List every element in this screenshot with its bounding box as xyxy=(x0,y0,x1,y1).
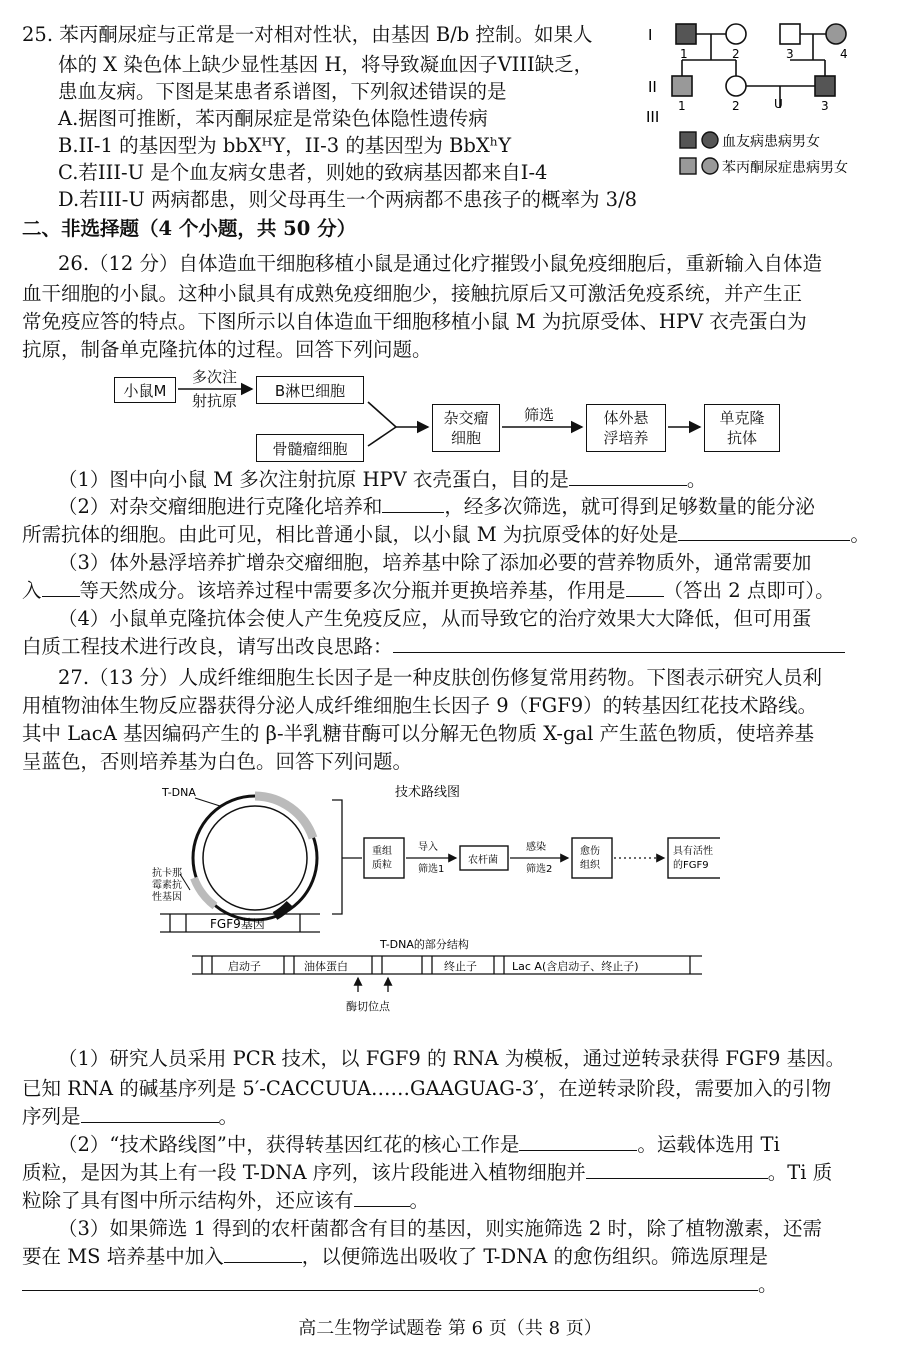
ind-label: 3 xyxy=(786,47,794,61)
legend-hemophilia: 血友病患病男女 xyxy=(722,134,820,150)
q27-3-cont: 要在 MS 培养基中加入 ，以便筛选出吸收了 T-DNA 的愈伤组织。筛选原理是 xyxy=(22,1245,768,1268)
q25-option-b: B.II-1 的基因型为 bbXᴴY，II-3 的基因型为 BbXʰY xyxy=(58,134,512,157)
culture-label-1: 体外悬 xyxy=(603,409,649,427)
q25-option-c: C.若III-U 是个血友病女患者，则她的致病基因都来自I-4 xyxy=(58,161,548,184)
q25-option-a: A.据图可推断，苯丙酮尿症是常染色体隐性遗传病 xyxy=(58,107,488,130)
bcell-box: B淋巴细胞 xyxy=(256,376,364,404)
q27-intro-1: 27.（13 分）人成纤维细胞生长因子是一种皮肤创伤修复常用药物。下图表示研究人员利 xyxy=(58,666,823,689)
ind-label: 2 xyxy=(732,99,740,113)
q26-2: （2）对杂交瘤细胞进行克隆化培养和 ，经多次筛选，就可得到足够数量的能分泌 xyxy=(58,495,815,518)
flow-arrows xyxy=(0,360,900,470)
promoter-label: 启动子 xyxy=(228,960,261,973)
resist-label-1: 抗卡那 xyxy=(152,868,182,879)
q27-1-cont: 已知 RNA 的碱基序列是 5′-CACCUUA……GAAGUAG-3′，在逆转录阶段，需要加入的引物 xyxy=(22,1077,832,1100)
laca-label: Lac A(含启动子、终止子) xyxy=(512,960,639,973)
ind-label: U xyxy=(774,97,783,111)
gen-label-3: III xyxy=(646,108,660,126)
q25-line-2: 体的 X 染色体上缺少显性基因 H，将导致凝血因子VIII缺乏， xyxy=(58,53,594,76)
q25-line-3: 患血友病。下图是某患者系谱图，下列叙述错误的是 xyxy=(58,80,507,103)
mouse-box: 小鼠M xyxy=(114,377,176,403)
recomb-label-1: 重组 xyxy=(372,846,392,857)
tech-route-diagram xyxy=(150,778,720,1038)
q26-intro-2: 血干细胞的小鼠。这种小鼠具有成熟免疫细胞少，接触抗原后又可激活免疫系统，并产生正 xyxy=(22,282,803,305)
diagram-title: 技术路线图 xyxy=(395,785,461,800)
gen-label-1: I xyxy=(648,26,653,44)
import-label-2: 筛选1 xyxy=(418,864,445,875)
ind-label: 1 xyxy=(680,47,688,61)
q26-3-cont: 入 等天然成分。该培养过程中需要多次分瓶并更换培养基，作用是 （答出 2 点即可）。 xyxy=(22,579,835,602)
mab-label-1: 单克隆 xyxy=(719,409,765,427)
q27-2-cont2: 粒除了具有图中所示结构外，还应该有 。 xyxy=(22,1189,430,1212)
recomb-label-2: 质粒 xyxy=(372,860,392,871)
ind-label: 1 xyxy=(678,99,686,113)
cut-site-label: 酶切位点 xyxy=(346,1000,390,1013)
import-label-1: 导入 xyxy=(418,842,438,853)
q27-1: （1）研究人员采用 PCR 技术，以 FGF9 的 RNA 为模板，通过逆转录获得 FGF9 基因。 xyxy=(58,1047,846,1070)
q26-3: （3）体外悬浮培养扩增杂交瘤细胞，培养基中除了添加必要的营养物质外，通常需要加 xyxy=(58,551,812,574)
oleosin-label: 油体蛋白 xyxy=(304,960,348,973)
q27-intro-2: 用植物油体生物反应器获得分泌人成纤维细胞生长因子 9（FGF9）的转基因红花技术路线。 xyxy=(22,694,818,717)
q27-3: （3）如果筛选 1 得到的农杆菌都含有目的基因，则实施筛选 2 时，除了植物激素，还需 xyxy=(58,1217,823,1240)
q27-2: （2）“技术路线图”中，获得转基因红花的核心工作是 。运载体选用 Ti xyxy=(58,1133,780,1156)
active-label-2: 的FGF9 xyxy=(673,860,709,871)
page-footer: 高二生物学试题卷 第 6 页（共 8 页） xyxy=(298,1318,602,1339)
ind-label: 3 xyxy=(821,99,829,113)
q26-4: （4）小鼠单克隆抗体会使人产生免疫反应，从而导致它的治疗效果大大降低，但可用蛋 xyxy=(58,607,812,630)
inject-label-top: 多次注 xyxy=(192,368,238,386)
ind-label: 4 xyxy=(840,47,848,61)
pedigree-chart xyxy=(640,12,890,182)
q27-intro-4: 呈蓝色，否则培养基为白色。回答下列问题。 xyxy=(22,750,413,773)
agro-label: 农杆菌 xyxy=(468,855,498,866)
hybridoma-label-2: 细胞 xyxy=(450,429,481,447)
legend-pku: 苯丙酮尿症患病男女 xyxy=(722,160,848,176)
callus-label-2: 组织 xyxy=(580,860,600,871)
resist-label-2: 霉素抗 xyxy=(152,880,182,891)
inject-label-bottom: 射抗原 xyxy=(192,392,238,410)
culture-label-2: 浮培养 xyxy=(603,429,649,447)
section-heading: 二、非选择题（4 个小题，共 50 分） xyxy=(22,217,357,240)
myeloma-box: 骨髓瘤细胞 xyxy=(256,434,364,462)
terminator-label: 终止子 xyxy=(444,960,477,973)
q26-intro-1: 26.（12 分）自体造血干细胞移植小鼠是通过化疗摧毁小鼠免疫细胞后，重新输入自体造 xyxy=(58,252,823,275)
q27-3-cont2: 。 xyxy=(22,1272,778,1298)
q26-intro-3: 常免疫应答的特点。下图所示以自体造血干细胞移植小鼠 M 为抗原受体、HPV 衣壳蛋白为 xyxy=(22,310,807,333)
gen-label-2: II xyxy=(648,78,657,96)
fgf9-gene-label: FGF9基因 xyxy=(210,917,265,931)
q26-2-cont: 所需抗体的细胞。由此可见，相比普通小鼠，以小鼠 M 为抗原受体的好处是 。 xyxy=(22,523,870,546)
resist-label-3: 性基因 xyxy=(152,892,182,903)
q26-1: （1）图中向小鼠 M 多次注射抗原 HPV 衣壳蛋白，目的是 。 xyxy=(58,468,707,491)
hybridoma-label-1: 杂交瘤 xyxy=(443,409,489,427)
ind-label: 2 xyxy=(732,47,740,61)
screen-label: 筛选 xyxy=(524,406,555,424)
q27-2-cont: 质粒，是因为其上有一段 T-DNA 序列，该片段能进入植物细胞并 。Ti 质 xyxy=(22,1161,833,1184)
active-label-1: 具有活性 xyxy=(673,846,713,857)
q26-intro-4: 抗原，制备单克隆抗体的过程。回答下列问题。 xyxy=(22,338,432,361)
tdna-part-title: T-DNA的部分结构 xyxy=(380,938,469,951)
q25-option-d: D.若III-U 两病都患，则父母再生一个两病都不患孩子的概率为 3/8 xyxy=(58,188,638,211)
tdna-label: T-DNA xyxy=(162,786,196,799)
q27-1-cont2: 序列是 。 xyxy=(22,1105,239,1128)
q26-4-cont: 白质工程技术进行改良，请写出改良思路： xyxy=(22,634,845,660)
mab-label-2: 抗体 xyxy=(726,429,757,447)
infect-label-1: 感染 xyxy=(526,842,546,853)
callus-label-1: 愈伤 xyxy=(580,846,600,857)
q25-line-1: 25. 苯丙酮尿症与正常是一对相对性状，由基因 B/b 控制。如果人 xyxy=(22,23,593,46)
infect-label-2: 筛选2 xyxy=(526,864,553,875)
q27-intro-3: 其中 LacA 基因编码产生的 β-半乳糖苷酶可以分解无色物质 X-gal 产生蓝色物质，使培养基 xyxy=(22,722,815,745)
